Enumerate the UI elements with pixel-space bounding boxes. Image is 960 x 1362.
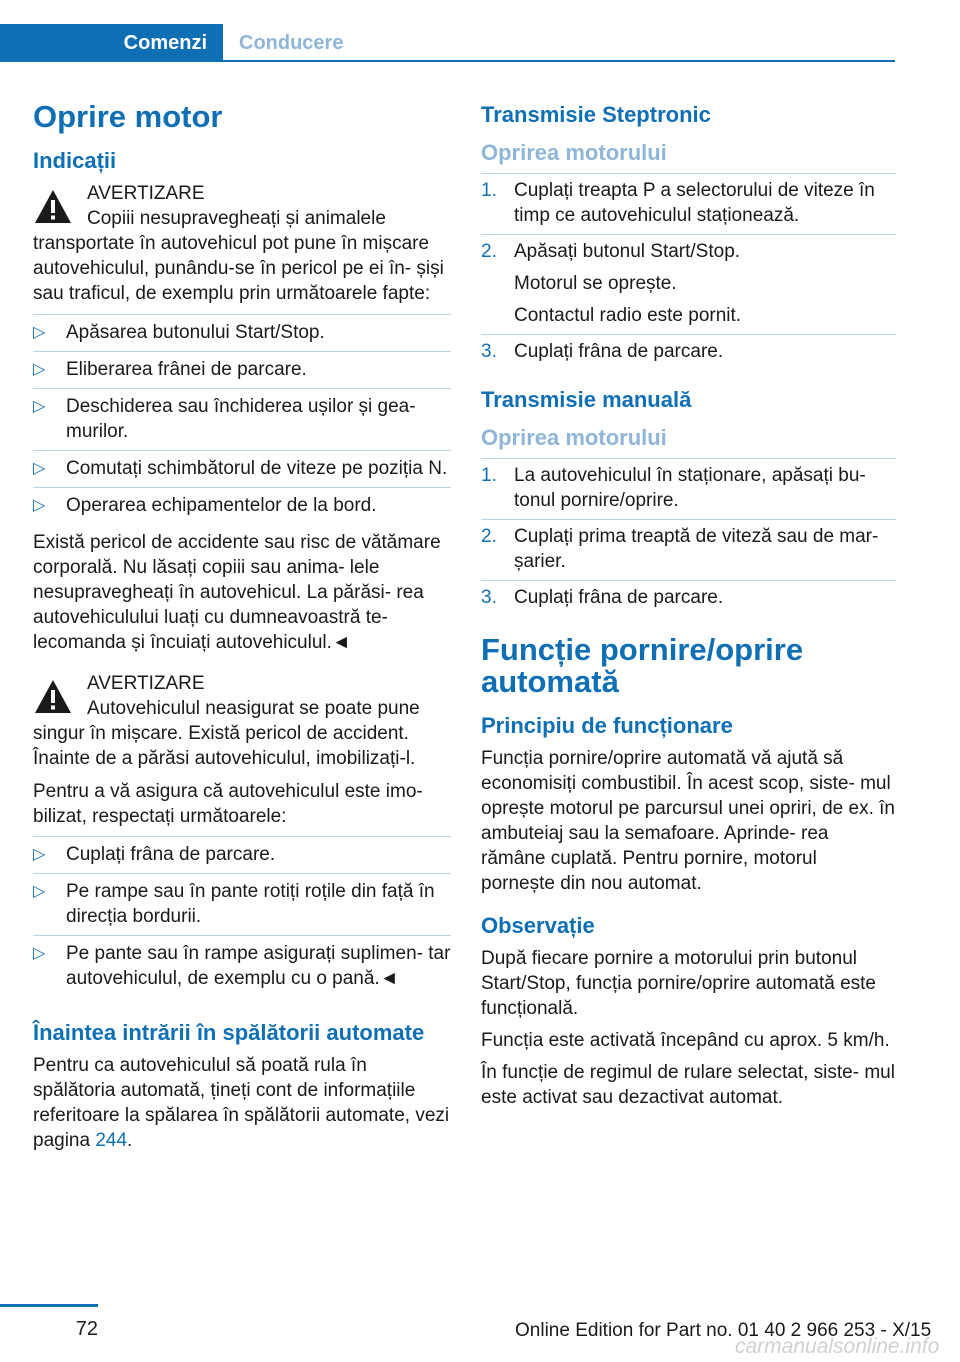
watermark: carmanualsonline.info [735, 1335, 940, 1358]
list-item: 1. La autovehiculul în staționare, apăsați bu- tonul pornire/oprire. [481, 458, 896, 519]
section-title-autostart: Funcție pornire/oprire automată [481, 632, 804, 699]
warning-triangle-icon [33, 187, 73, 227]
bullet-triangle-icon: ▷ [33, 398, 46, 415]
subheading-oprirea-1: Oprirea motorului [481, 140, 667, 165]
bullet-triangle-icon: ▷ [33, 497, 46, 514]
list-item: ▷ Pe rampe sau în pante rotiți roțile din față în direcția bordurii. [33, 873, 451, 935]
bullet-triangle-icon: ▷ [33, 361, 46, 378]
page-number: 72 [75, 1318, 98, 1340]
header-rule [223, 60, 895, 62]
list-item: 2. Apăsați butonul Start/Stop. Motorul se oprește. Contactul radio este pornit. [481, 234, 896, 334]
subheading-oprirea-2: Oprirea motorului [481, 425, 667, 450]
list-item: ▷ Apăsarea butonului Start/Stop. [33, 314, 451, 351]
list-item: 3. Cuplați frâna de parcare. [481, 334, 896, 370]
list-item: 2. Cuplați prima treaptă de viteză sau de mar- șarier. [481, 519, 896, 580]
bullet-list-1 [33, 314, 451, 524]
warning-title: AVERTIZARE [87, 183, 205, 204]
warning-title: AVERTIZARE [87, 673, 205, 694]
paragraph: În funcție de regimul de rulare selectat, siste- mul este activat sau dezactivat automat. [481, 1062, 895, 1108]
footer-rule [0, 1304, 98, 1307]
numbered-list-1 [481, 173, 896, 370]
bullet-list-2 [33, 836, 451, 997]
page-title: Oprire motor [33, 99, 223, 134]
top-navigation [0, 24, 895, 62]
section-heading-indicatii: Indicații [33, 148, 117, 173]
list-item: ▷ Comutați schimbătorul de viteze pe poziția N. [33, 450, 451, 487]
warning-paragraph: Există pericol de accidente sau risc de vătămare corporală. Nu lăsați copiii sau anima- lele nesupravegheați în autovehicul. La părăsi- rea autovehiculului luați cu dumneavoastră te- lecomanda și încuiați autovehiculul.◄ [33, 532, 441, 653]
bullet-triangle-icon: ▷ [33, 324, 46, 341]
list-item: ▷ Deschiderea sau închiderea ușilor și gea- murilor. [33, 388, 451, 450]
list-item: ▷ Eliberarea frânei de parcare. [33, 351, 451, 388]
paragraph: Funcția este activată începând cu aprox. 5 km/h. [481, 1030, 890, 1051]
section-heading-steptronic: Transmisie Steptronic [481, 102, 711, 127]
bullet-triangle-icon: ▷ [33, 460, 46, 477]
list-item: 3. Cuplați frâna de parcare. [481, 580, 896, 616]
section-heading-manual: Transmisie manuală [481, 387, 692, 412]
list-item: 1. Cuplați treapta P a selectorului de viteze în timp ce autovehiculul staționează. [481, 173, 896, 234]
right-column [481, 95, 896, 1117]
list-item: ▷ Pe pante sau în rampe asigurați suplimen- tar autovehiculul, de exemplu cu o pană.◄ [33, 935, 451, 997]
tab-comenzi[interactable]: Comenzi [0, 24, 223, 62]
list-item: ▷ Operarea echipamentelor de la bord. [33, 487, 451, 524]
page-link[interactable]: 244 [95, 1130, 128, 1151]
warning-text: Copiii nesupravegheați și animalele transportate în autovehicul pot pune în mișcare autovehiculul, punându-se în pericol pe ei în- șiși sau traficul, de exemplu prin următoarele fapte: [33, 208, 444, 304]
warning-block-1 [33, 181, 451, 306]
warning-triangle-icon [33, 677, 73, 717]
left-column [33, 95, 451, 1160]
edition-text: Online Edition for Part no. 01 40 2 966 253 - X/15 [515, 1320, 932, 1341]
section-heading-principiu: Principiu de funcționare [481, 713, 733, 738]
bullet-triangle-icon: ▷ [33, 945, 46, 962]
list-item: ▷ Cuplați frâna de parcare. [33, 836, 451, 873]
section-heading-carwash: Înaintea intrării în spălătorii automate [33, 1020, 425, 1045]
principiu-paragraph: Funcția pornire/oprire automată vă ajută să economisiți combustibil. În acest scop, siste- mul oprește motorul pe parcursul unei opriri, de ex. în ambuteiaj sau la semafoare. Aprinde- rea rămâne cuplată. Pentru pornire, motorul pornește din nou automat. [481, 748, 895, 894]
warning-text: Autovehiculul neasigurat se poate pune singur în mișcare. Există pericol de accident. Înainte de a părăsi autovehiculul, imobilizați-l. [33, 698, 420, 769]
paragraph: Pentru a vă asigura că autovehiculul este imo- bilizat, respectați următoarele: [33, 781, 423, 827]
warning-block-2 [33, 671, 451, 771]
bullet-triangle-icon: ▷ [33, 846, 46, 863]
bullet-triangle-icon: ▷ [33, 883, 46, 900]
numbered-list-2 [481, 458, 896, 616]
carwash-paragraph: Pentru ca autovehiculul să poată rula în spălătoria automată, țineți cont de informațiile referitoare la spălarea în spălătorii automate, vezi pagina 244. [33, 1055, 450, 1151]
paragraph: După fiecare pornire a motorului prin butonul Start/Stop, funcția pornire/oprire automată este funcțională. [481, 948, 876, 1019]
tab-conducere[interactable]: Conducere [239, 31, 344, 54]
section-heading-observatie: Observație [481, 913, 595, 938]
